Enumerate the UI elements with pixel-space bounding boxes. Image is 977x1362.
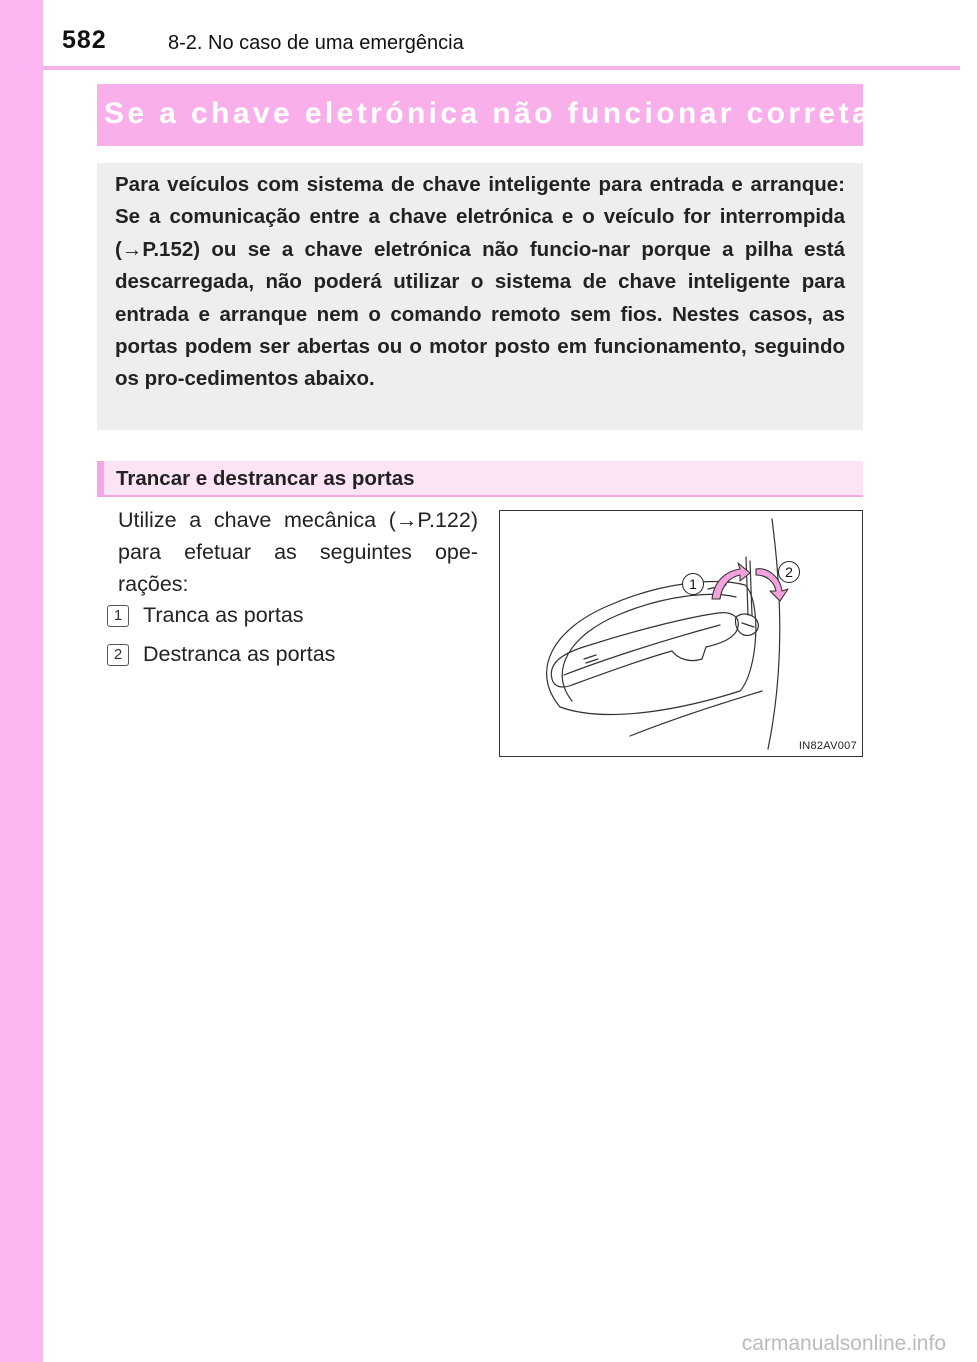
door-edge xyxy=(768,519,780,749)
figure-code: IN82AV007 xyxy=(798,740,857,752)
intro-text: Para veículos com sistema de chave inteligente para entrada e arranque: Se a comunicação entre a chave eletrónica e o veículo for interrompida (→P.152) ou se a chave eletrónica não funcio-nar porque a pilha está descarregada, não poderá utilizar o sistema de chave inteligente para entrada e arranque nem o comando remoto sem fios. Nestes casos, as portas podem ser abertas ou o motor posto em funcionamento, seguindo os pro-cedimentos abaixo. xyxy=(115,173,845,391)
key-slot xyxy=(742,623,754,627)
door-handle-figure xyxy=(499,510,863,757)
callout-2: 2 xyxy=(778,561,800,583)
handle-recess-inner xyxy=(562,594,736,701)
handle-grip xyxy=(584,655,598,663)
key-shaft-edge xyxy=(750,561,752,615)
section-reference: 8-2. No caso de uma emergência xyxy=(168,32,464,54)
body-text: Utilize a chave mecânica (→P.122) para efetuar as seguintes ope-rações: xyxy=(118,508,478,596)
header-rule xyxy=(43,66,960,70)
step-number: 2 xyxy=(107,644,129,666)
page-number: 582 xyxy=(62,26,107,54)
step-text: Destranca as portas xyxy=(143,642,336,666)
page-title: Se a chave eletrónica não funcionar corretamente xyxy=(104,97,977,130)
subsection-heading-text: Trancar e destrancar as portas xyxy=(116,467,415,490)
handle-recess-outer xyxy=(547,582,756,715)
watermark: carmanualsonline.info xyxy=(741,1332,946,1355)
subsection-heading xyxy=(97,461,863,497)
door-handle xyxy=(551,613,738,687)
door-handle-illustration xyxy=(500,511,861,755)
side-color-band xyxy=(0,0,43,1362)
step-text: Tranca as portas xyxy=(143,603,304,627)
body-line xyxy=(630,691,762,736)
step-number: 1 xyxy=(107,605,129,627)
intro-box xyxy=(97,163,863,430)
callout-1: 1 xyxy=(682,573,704,595)
title-banner xyxy=(97,84,977,146)
